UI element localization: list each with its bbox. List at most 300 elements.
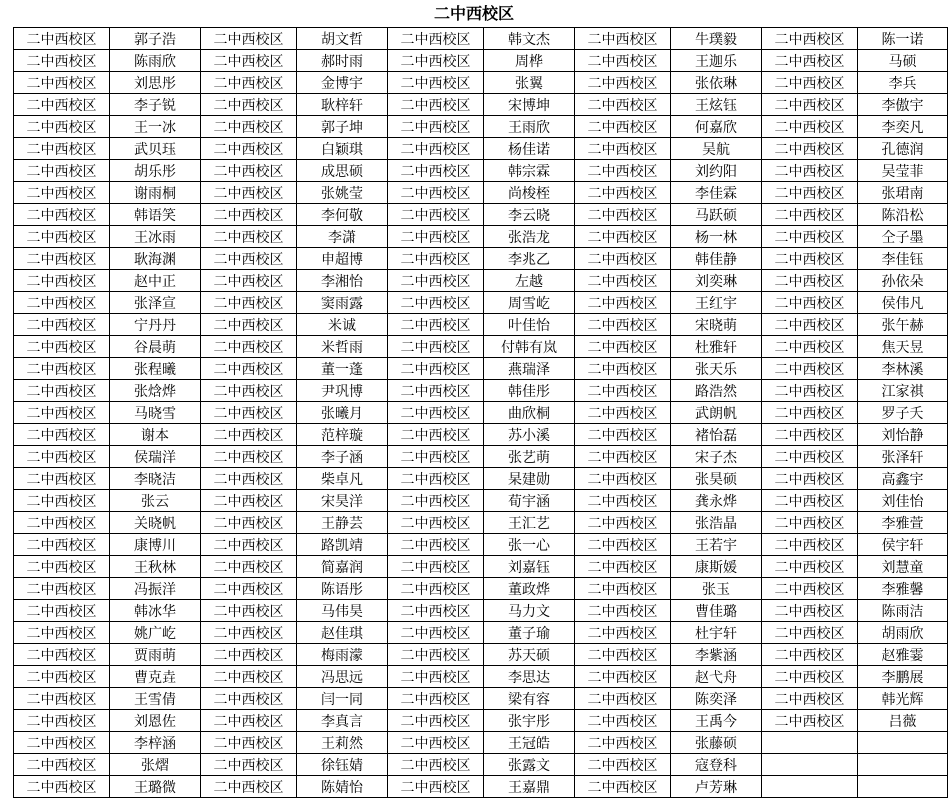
student-name-cell: 米诚 <box>297 314 388 336</box>
student-name-cell: 侯瑞洋 <box>110 446 201 468</box>
student-name-cell: 陈沿松 <box>858 204 948 226</box>
student-name-cell: 康斯媛 <box>671 556 762 578</box>
student-name-cell: 李兵 <box>858 72 948 94</box>
student-name-cell: 宋子杰 <box>671 446 762 468</box>
campus-cell: 二中西校区 <box>575 446 671 468</box>
student-name-cell: 周雪屹 <box>484 292 575 314</box>
campus-cell: 二中西校区 <box>14 116 110 138</box>
campus-cell: 二中西校区 <box>388 732 484 754</box>
campus-cell: 二中西校区 <box>762 248 858 270</box>
campus-cell: 二中西校区 <box>762 314 858 336</box>
campus-cell: 二中西校区 <box>201 292 297 314</box>
campus-cell: 二中西校区 <box>575 666 671 688</box>
campus-cell: 二中西校区 <box>762 336 858 358</box>
campus-cell: 二中西校区 <box>762 666 858 688</box>
campus-cell: 二中西校区 <box>388 600 484 622</box>
student-name-cell: 韩佳彤 <box>484 380 575 402</box>
student-name-cell: 曹佳璐 <box>671 600 762 622</box>
student-name-cell: 梅雨濛 <box>297 644 388 666</box>
student-name-cell: 武朗帆 <box>671 402 762 424</box>
campus-cell: 二中西校区 <box>14 292 110 314</box>
student-name-cell: 王若宇 <box>671 534 762 556</box>
campus-cell: 二中西校区 <box>14 204 110 226</box>
table-row <box>14 28 948 50</box>
campus-cell: 二中西校区 <box>201 776 297 798</box>
campus-cell: 二中西校区 <box>762 622 858 644</box>
campus-cell: 二中西校区 <box>201 446 297 468</box>
campus-cell: 二中西校区 <box>762 116 858 138</box>
roster-table <box>13 27 948 798</box>
student-name-cell: 张宇彤 <box>484 710 575 732</box>
campus-cell: 二中西校区 <box>575 270 671 292</box>
student-name-cell: 韩文杰 <box>484 28 575 50</box>
student-name-cell: 陈一诺 <box>858 28 948 50</box>
campus-cell: 二中西校区 <box>388 336 484 358</box>
campus-cell: 二中西校区 <box>14 754 110 776</box>
student-name-cell: 刘佳怡 <box>858 490 948 512</box>
campus-cell: 二中西校区 <box>201 226 297 248</box>
student-name-cell: 赵佳琪 <box>297 622 388 644</box>
campus-cell: 二中西校区 <box>575 424 671 446</box>
table-row <box>14 270 948 292</box>
campus-cell: 二中西校区 <box>388 754 484 776</box>
student-name-cell: 郭子浩 <box>110 28 201 50</box>
student-name-cell: 高鑫宇 <box>858 468 948 490</box>
campus-cell: 二中西校区 <box>201 182 297 204</box>
student-name-cell: 王嘉鼎 <box>484 776 575 798</box>
student-name-cell: 郭子坤 <box>297 116 388 138</box>
student-name-cell: 王莉然 <box>297 732 388 754</box>
student-name-cell: 陈雨洁 <box>858 600 948 622</box>
student-name-cell: 张玉 <box>671 578 762 600</box>
campus-cell: 二中西校区 <box>575 732 671 754</box>
campus-cell: 二中西校区 <box>575 556 671 578</box>
campus-cell: 二中西校区 <box>575 644 671 666</box>
campus-cell: 二中西校区 <box>762 556 858 578</box>
campus-cell: 二中西校区 <box>762 94 858 116</box>
campus-cell: 二中西校区 <box>575 292 671 314</box>
campus-cell: 二中西校区 <box>575 138 671 160</box>
student-name-cell: 侯伟凡 <box>858 292 948 314</box>
campus-cell: 二中西校区 <box>14 710 110 732</box>
student-name-cell: 张天乐 <box>671 358 762 380</box>
campus-cell: 二中西校区 <box>575 182 671 204</box>
campus-cell: 二中西校区 <box>575 534 671 556</box>
student-name-cell: 白颖琪 <box>297 138 388 160</box>
campus-cell: 二中西校区 <box>14 424 110 446</box>
student-name-cell: 焦天昱 <box>858 336 948 358</box>
campus-cell: 二中西校区 <box>762 600 858 622</box>
campus-cell: 二中西校区 <box>762 292 858 314</box>
student-name-cell: 尹巩博 <box>297 380 388 402</box>
campus-cell: 二中西校区 <box>14 556 110 578</box>
campus-cell: 二中西校区 <box>388 380 484 402</box>
student-name-cell: 张翼 <box>484 72 575 94</box>
campus-cell: 二中西校区 <box>201 358 297 380</box>
campus-cell: 二中西校区 <box>201 248 297 270</box>
campus-cell: 二中西校区 <box>388 160 484 182</box>
student-name-cell <box>858 776 948 798</box>
campus-cell: 二中西校区 <box>575 160 671 182</box>
student-name-cell: 褚怡磊 <box>671 424 762 446</box>
student-name-cell: 李傲宇 <box>858 94 948 116</box>
table-row <box>14 468 948 490</box>
table-row <box>14 490 948 512</box>
campus-cell: 二中西校区 <box>575 512 671 534</box>
student-name-cell: 马晓雪 <box>110 402 201 424</box>
table-row <box>14 600 948 622</box>
campus-cell: 二中西校区 <box>575 226 671 248</box>
student-name-cell: 董政烨 <box>484 578 575 600</box>
campus-cell: 二中西校区 <box>388 248 484 270</box>
student-name-cell: 张曦月 <box>297 402 388 424</box>
student-name-cell: 张依琳 <box>671 72 762 94</box>
student-name-cell: 宋晓萌 <box>671 314 762 336</box>
table-row <box>14 72 948 94</box>
roster-body <box>14 28 948 798</box>
campus-cell: 二中西校区 <box>201 314 297 336</box>
student-name-cell: 张午赫 <box>858 314 948 336</box>
student-name-cell: 左越 <box>484 270 575 292</box>
campus-cell: 二中西校区 <box>575 314 671 336</box>
student-name-cell: 叶佳怡 <box>484 314 575 336</box>
campus-cell: 二中西校区 <box>201 622 297 644</box>
student-name-cell: 江家祺 <box>858 380 948 402</box>
campus-cell: 二中西校区 <box>762 710 858 732</box>
campus-cell: 二中西校区 <box>201 666 297 688</box>
campus-cell: 二中西校区 <box>575 204 671 226</box>
campus-cell: 二中西校区 <box>201 204 297 226</box>
campus-cell: 二中西校区 <box>388 490 484 512</box>
student-name-cell: 李鹏展 <box>858 666 948 688</box>
table-row <box>14 578 948 600</box>
student-name-cell: 张云 <box>110 490 201 512</box>
campus-cell: 二中西校区 <box>201 28 297 50</box>
campus-cell: 二中西校区 <box>14 160 110 182</box>
student-name-cell: 路凯靖 <box>297 534 388 556</box>
campus-cell: 二中西校区 <box>14 72 110 94</box>
student-name-cell: 张程曦 <box>110 358 201 380</box>
campus-cell: 二中西校区 <box>762 490 858 512</box>
student-name-cell: 王静芸 <box>297 512 388 534</box>
campus-cell: 二中西校区 <box>201 754 297 776</box>
campus-cell: 二中西校区 <box>388 424 484 446</box>
student-name-cell: 李子涵 <box>297 446 388 468</box>
campus-cell: 二中西校区 <box>14 28 110 50</box>
table-row <box>14 644 948 666</box>
campus-cell: 二中西校区 <box>388 644 484 666</box>
campus-cell: 二中西校区 <box>388 402 484 424</box>
campus-cell: 二中西校区 <box>762 204 858 226</box>
student-name-cell: 李奕凡 <box>858 116 948 138</box>
student-name-cell: 尚梭桎 <box>484 182 575 204</box>
campus-cell: 二中西校区 <box>575 710 671 732</box>
campus-cell: 二中西校区 <box>762 578 858 600</box>
campus-cell: 二中西校区 <box>762 160 858 182</box>
campus-cell: 二中西校区 <box>14 380 110 402</box>
campus-cell: 二中西校区 <box>14 644 110 666</box>
student-name-cell: 张艺萌 <box>484 446 575 468</box>
campus-cell: 二中西校区 <box>388 556 484 578</box>
student-name-cell: 杲建勋 <box>484 468 575 490</box>
student-name-cell: 卢芳琳 <box>671 776 762 798</box>
student-name-cell: 李兆乙 <box>484 248 575 270</box>
campus-cell: 二中西校区 <box>14 666 110 688</box>
student-name-cell: 关晓帆 <box>110 512 201 534</box>
student-name-cell: 李云晓 <box>484 204 575 226</box>
campus-cell: 二中西校区 <box>201 160 297 182</box>
campus-cell: 二中西校区 <box>575 28 671 50</box>
campus-cell: 二中西校区 <box>201 512 297 534</box>
student-name-cell: 张浩晶 <box>671 512 762 534</box>
student-name-cell: 冯振洋 <box>110 578 201 600</box>
student-name-cell: 金博宇 <box>297 72 388 94</box>
student-name-cell: 李晓洁 <box>110 468 201 490</box>
campus-cell: 二中西校区 <box>388 358 484 380</box>
student-name-cell: 韩佳静 <box>671 248 762 270</box>
campus-cell: 二中西校区 <box>201 116 297 138</box>
student-name-cell: 杨佳诺 <box>484 138 575 160</box>
student-name-cell: 徐钰婧 <box>297 754 388 776</box>
student-name-cell: 张珺南 <box>858 182 948 204</box>
campus-cell: 二中西校区 <box>388 446 484 468</box>
student-name-cell: 胡文哲 <box>297 28 388 50</box>
page-title: 二中西校区 <box>433 4 514 23</box>
campus-cell: 二中西校区 <box>762 446 858 468</box>
student-name-cell: 赵中正 <box>110 270 201 292</box>
campus-cell: 二中西校区 <box>388 292 484 314</box>
student-name-cell: 张泽宣 <box>110 292 201 314</box>
table-row <box>14 446 948 468</box>
campus-cell: 二中西校区 <box>14 270 110 292</box>
campus-cell: 二中西校区 <box>201 138 297 160</box>
table-row <box>14 556 948 578</box>
campus-cell: 二中西校区 <box>388 688 484 710</box>
campus-cell: 二中西校区 <box>388 512 484 534</box>
student-name-cell: 张焓烨 <box>110 380 201 402</box>
student-name-cell: 王迦乐 <box>671 50 762 72</box>
campus-cell: 二中西校区 <box>201 644 297 666</box>
campus-cell <box>762 754 858 776</box>
student-name-cell: 刘奕琳 <box>671 270 762 292</box>
student-name-cell: 张藤硕 <box>671 732 762 754</box>
student-name-cell: 龚永烨 <box>671 490 762 512</box>
student-name-cell: 胡雨欣 <box>858 622 948 644</box>
campus-cell: 二中西校区 <box>762 468 858 490</box>
campus-cell: 二中西校区 <box>201 556 297 578</box>
student-name-cell <box>858 754 948 776</box>
campus-cell: 二中西校区 <box>762 688 858 710</box>
campus-cell: 二中西校区 <box>14 534 110 556</box>
campus-cell: 二中西校区 <box>575 50 671 72</box>
student-name-cell: 曲欣桐 <box>484 402 575 424</box>
student-name-cell: 韩冰华 <box>110 600 201 622</box>
campus-cell: 二中西校区 <box>388 666 484 688</box>
student-name-cell: 范梓璇 <box>297 424 388 446</box>
campus-cell: 二中西校区 <box>388 578 484 600</box>
student-name-cell: 周桦 <box>484 50 575 72</box>
student-name-cell: 张姚莹 <box>297 182 388 204</box>
student-name-cell: 李思达 <box>484 666 575 688</box>
campus-cell: 二中西校区 <box>14 512 110 534</box>
table-row <box>14 204 948 226</box>
campus-cell: 二中西校区 <box>14 94 110 116</box>
campus-cell: 二中西校区 <box>14 446 110 468</box>
campus-cell: 二中西校区 <box>575 578 671 600</box>
table-row <box>14 666 948 688</box>
campus-cell: 二中西校区 <box>201 402 297 424</box>
campus-cell: 二中西校区 <box>201 424 297 446</box>
campus-cell: 二中西校区 <box>762 358 858 380</box>
campus-cell: 二中西校区 <box>762 28 858 50</box>
student-name-cell: 李子锐 <box>110 94 201 116</box>
campus-cell: 二中西校区 <box>388 116 484 138</box>
table-row <box>14 226 948 248</box>
student-name-cell: 米哲雨 <box>297 336 388 358</box>
campus-cell: 二中西校区 <box>388 776 484 798</box>
student-name-cell: 耿海渊 <box>110 248 201 270</box>
student-name-cell: 武贝珏 <box>110 138 201 160</box>
student-name-cell: 寇登科 <box>671 754 762 776</box>
student-name-cell: 成思硕 <box>297 160 388 182</box>
campus-cell: 二中西校区 <box>575 776 671 798</box>
campus-cell: 二中西校区 <box>762 402 858 424</box>
campus-cell: 二中西校区 <box>14 226 110 248</box>
campus-cell: 二中西校区 <box>762 182 858 204</box>
student-name-cell: 胡乐彤 <box>110 160 201 182</box>
student-name-cell: 张露文 <box>484 754 575 776</box>
campus-cell: 二中西校区 <box>388 710 484 732</box>
campus-cell: 二中西校区 <box>762 72 858 94</box>
student-name-cell: 付韩有岚 <box>484 336 575 358</box>
student-name-cell: 韩光辉 <box>858 688 948 710</box>
student-name-cell: 王炫钰 <box>671 94 762 116</box>
campus-cell: 二中西校区 <box>575 622 671 644</box>
campus-cell: 二中西校区 <box>762 534 858 556</box>
student-name-cell: 苏小溪 <box>484 424 575 446</box>
student-name-cell: 刘慧童 <box>858 556 948 578</box>
student-name-cell: 康博川 <box>110 534 201 556</box>
student-name-cell: 李何敬 <box>297 204 388 226</box>
campus-cell <box>762 732 858 754</box>
campus-cell: 二中西校区 <box>575 490 671 512</box>
student-name-cell: 吴莹菲 <box>858 160 948 182</box>
campus-cell: 二中西校区 <box>762 512 858 534</box>
student-name-cell: 谷晨萌 <box>110 336 201 358</box>
campus-cell: 二中西校区 <box>14 336 110 358</box>
campus-cell: 二中西校区 <box>575 72 671 94</box>
student-name-cell: 刘嘉钰 <box>484 556 575 578</box>
student-name-cell: 陈语彤 <box>297 578 388 600</box>
student-name-cell: 闫一同 <box>297 688 388 710</box>
campus-cell: 二中西校区 <box>201 270 297 292</box>
campus-cell: 二中西校区 <box>388 270 484 292</box>
student-name-cell: 宋昊洋 <box>297 490 388 512</box>
student-name-cell: 张泽轩 <box>858 446 948 468</box>
campus-cell: 二中西校区 <box>201 72 297 94</box>
student-name-cell: 谢本 <box>110 424 201 446</box>
student-name-cell: 马力文 <box>484 600 575 622</box>
student-name-cell: 韩语笑 <box>110 204 201 226</box>
table-row <box>14 182 948 204</box>
campus-cell: 二中西校区 <box>201 94 297 116</box>
campus-cell: 二中西校区 <box>201 490 297 512</box>
student-name-cell: 王冰雨 <box>110 226 201 248</box>
campus-cell: 二中西校区 <box>201 578 297 600</box>
student-name-cell: 董子瑜 <box>484 622 575 644</box>
campus-cell: 二中西校区 <box>201 380 297 402</box>
student-name-cell: 赵雅霎 <box>858 644 948 666</box>
campus-cell: 二中西校区 <box>14 490 110 512</box>
student-name-cell: 路浩然 <box>671 380 762 402</box>
student-name-cell: 刘约阳 <box>671 160 762 182</box>
table-row <box>14 776 948 798</box>
campus-cell: 二中西校区 <box>762 50 858 72</box>
campus-cell: 二中西校区 <box>575 358 671 380</box>
campus-cell: 二中西校区 <box>388 72 484 94</box>
student-name-cell: 张一心 <box>484 534 575 556</box>
table-row <box>14 116 948 138</box>
student-name-cell: 柴卓凡 <box>297 468 388 490</box>
campus-cell: 二中西校区 <box>14 50 110 72</box>
campus-cell: 二中西校区 <box>388 94 484 116</box>
student-name-cell: 吕薇 <box>858 710 948 732</box>
student-name-cell: 马硕 <box>858 50 948 72</box>
student-name-cell: 杨一林 <box>671 226 762 248</box>
campus-cell: 二中西校区 <box>388 314 484 336</box>
campus-cell: 二中西校区 <box>388 204 484 226</box>
campus-cell: 二中西校区 <box>14 578 110 600</box>
campus-cell: 二中西校区 <box>575 248 671 270</box>
table-row <box>14 622 948 644</box>
student-name-cell: 耿梓轩 <box>297 94 388 116</box>
student-name-cell <box>858 732 948 754</box>
campus-cell: 二中西校区 <box>575 468 671 490</box>
student-name-cell: 陈雨欣 <box>110 50 201 72</box>
campus-cell: 二中西校区 <box>14 314 110 336</box>
campus-cell: 二中西校区 <box>388 28 484 50</box>
table-row <box>14 314 948 336</box>
student-name-cell: 孔德润 <box>858 138 948 160</box>
student-name-cell: 李雅萱 <box>858 512 948 534</box>
student-name-cell: 罗子夭 <box>858 402 948 424</box>
student-name-cell: 窦雨露 <box>297 292 388 314</box>
student-name-cell: 李雅馨 <box>858 578 948 600</box>
student-name-cell: 谢雨桐 <box>110 182 201 204</box>
student-name-cell: 刘恩佐 <box>110 710 201 732</box>
table-row <box>14 160 948 182</box>
student-name-cell: 李紫涵 <box>671 644 762 666</box>
campus-cell: 二中西校区 <box>14 688 110 710</box>
campus-cell: 二中西校区 <box>575 336 671 358</box>
table-row <box>14 138 948 160</box>
campus-cell: 二中西校区 <box>201 468 297 490</box>
table-row <box>14 94 948 116</box>
student-name-cell: 李梓涵 <box>110 732 201 754</box>
campus-cell: 二中西校区 <box>575 380 671 402</box>
student-name-cell: 陈奕泽 <box>671 688 762 710</box>
campus-cell: 二中西校区 <box>762 644 858 666</box>
table-row <box>14 402 948 424</box>
student-name-cell: 宋博坤 <box>484 94 575 116</box>
campus-cell: 二中西校区 <box>762 380 858 402</box>
campus-cell: 二中西校区 <box>388 468 484 490</box>
student-name-cell: 王一冰 <box>110 116 201 138</box>
student-name-cell: 苏天硕 <box>484 644 575 666</box>
student-name-cell: 简嘉润 <box>297 556 388 578</box>
campus-cell: 二中西校区 <box>201 710 297 732</box>
student-name-cell: 王禹今 <box>671 710 762 732</box>
